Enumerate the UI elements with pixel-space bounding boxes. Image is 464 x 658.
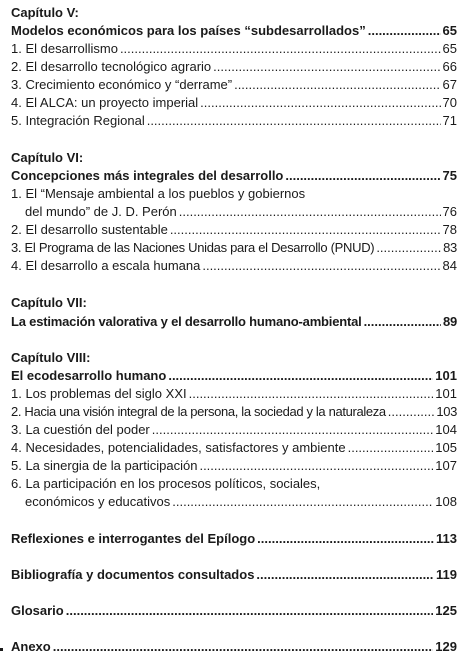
page-number: 101 (435, 386, 457, 401)
dot-leader (348, 440, 434, 456)
toc-entry-text: 3. El Programa de las Naciones Unidas para el Desarrollo (PNUD) (11, 240, 375, 255)
page-number: 78 (442, 222, 457, 237)
toc-entry-text: 1. Los problemas del siglo XXI (11, 386, 187, 401)
section-title: Anexo (11, 639, 51, 654)
dot-leader (202, 258, 440, 274)
page-number: 65 (442, 41, 457, 56)
page-number: 89 (442, 314, 457, 329)
dot-leader (147, 113, 441, 129)
page-number: 67 (442, 77, 457, 92)
page-number: 66 (442, 59, 457, 74)
toc-entry-text: 2. El desarrollo sustentable (11, 222, 168, 237)
toc-entry-text: 6. La participación en los procesos políticos, sociales, (11, 476, 321, 491)
page-number: 129 (435, 639, 457, 654)
toc-entry (11, 240, 457, 256)
page-number: 70 (442, 95, 457, 110)
dot-leader (170, 222, 441, 238)
page-number: 83 (443, 240, 457, 255)
page-number: 105 (435, 440, 457, 455)
page-number: 76 (442, 204, 457, 219)
toc-entry (11, 95, 457, 111)
chapter-7-title: La estimación valorativa y el desarrollo humano-ambiental (11, 314, 362, 329)
toc-entry-text: 3. Crecimiento económico y “derrame” (11, 77, 233, 92)
dot-leader (256, 567, 434, 583)
dot-leader (368, 23, 441, 39)
toc-entry (11, 59, 457, 75)
chapter-8-title: El ecodesarrollo humano (11, 368, 167, 383)
section-title: Bibliografía y documentos consultados (11, 567, 255, 582)
toc-entry-text: 1. El desarrollismo (11, 41, 118, 56)
toc-entry (11, 41, 457, 57)
toc-entry (11, 422, 457, 438)
dot-leader (285, 168, 440, 184)
chapter-8-title-row (11, 368, 457, 384)
dot-leader (388, 404, 435, 420)
dot-leader (376, 240, 441, 256)
toc-entry-text: 5. La sinergia de la participación (11, 458, 198, 473)
chapter-5-label: Capítulo V: (11, 5, 79, 20)
toc-entry-text: 1. El “Mensaje ambiental a los pueblos y gobiernos (11, 186, 306, 201)
bibliography-row (11, 567, 457, 583)
chapter-5-title: Modelos económicos para los países “subdesarrollados” (11, 23, 366, 38)
epilogue-row (11, 531, 457, 547)
dot-leader (234, 77, 440, 93)
page-number: 71 (442, 113, 457, 128)
dot-leader (257, 531, 434, 547)
toc-entry-text: 4. El ALCA: un proyecto imperial (11, 95, 199, 110)
toc-entry-text: económicos y educativos (25, 494, 171, 509)
toc-entry-text: 4. El desarrollo a escala humana (11, 258, 201, 273)
page-number: 104 (435, 422, 457, 437)
toc-entry (11, 440, 457, 456)
page-number: 107 (435, 458, 457, 473)
dot-leader (168, 368, 433, 384)
dot-leader (66, 603, 434, 619)
chapter-6-label: Capítulo VI: (11, 150, 84, 165)
dot-leader (53, 639, 434, 655)
chapter-7-title-row (11, 314, 457, 330)
annex-row (11, 639, 457, 655)
section-title: Glosario (11, 603, 64, 618)
page-number: 119 (436, 567, 457, 582)
toc-entry (11, 458, 457, 474)
toc-entry-text: 5. Integración Regional (11, 113, 145, 128)
toc-entry (11, 258, 457, 274)
page-number: 108 (435, 494, 457, 509)
dot-leader (152, 422, 434, 438)
toc-entry-text: 3. La cuestión del poder (11, 422, 150, 437)
dot-leader (179, 204, 441, 220)
chapter-6-title-row (11, 168, 457, 184)
toc-entry (11, 404, 457, 420)
page-number: 65 (442, 23, 457, 38)
toc-entry-text: 2. Hacia una visión integral de la persona, la sociedad y la naturaleza (11, 404, 386, 419)
dot-leader (120, 41, 441, 57)
toc-entry-text: del mundo” de J. D. Perón (25, 204, 177, 219)
page-number: 101 (435, 368, 457, 383)
toc-entry (11, 77, 457, 93)
chapter-5-title-row (11, 23, 457, 39)
toc-entry (11, 222, 457, 238)
toc-entry (25, 204, 457, 220)
page-number: 125 (435, 603, 457, 618)
toc-entry (11, 386, 457, 402)
dot-leader (364, 314, 441, 330)
chapter-8-label: Capítulo VIII: (11, 350, 91, 365)
dot-leader (199, 458, 433, 474)
dot-leader (189, 386, 434, 402)
page-number: 113 (436, 531, 457, 546)
toc-entry-text: 4. Necesidades, potencialidades, satisfactores y ambiente (11, 440, 346, 455)
page-number: 103 (436, 404, 457, 419)
glossary-row (11, 603, 457, 619)
scan-mark (0, 648, 3, 651)
dot-leader (172, 494, 433, 510)
dot-leader (200, 95, 440, 111)
chapter-6-title: Concepciones más integrales del desarrollo (11, 168, 284, 183)
toc-entry (11, 113, 457, 129)
chapter-7-label: Capítulo VII: (11, 295, 87, 310)
toc-entry-text: 2. El desarrollo tecnológico agrario (11, 59, 212, 74)
page-number: 75 (442, 168, 457, 183)
page-number: 84 (442, 258, 457, 273)
dot-leader (213, 59, 440, 75)
toc-entry (25, 494, 457, 510)
section-title: Reflexiones e interrogantes del Epílogo (11, 531, 256, 546)
